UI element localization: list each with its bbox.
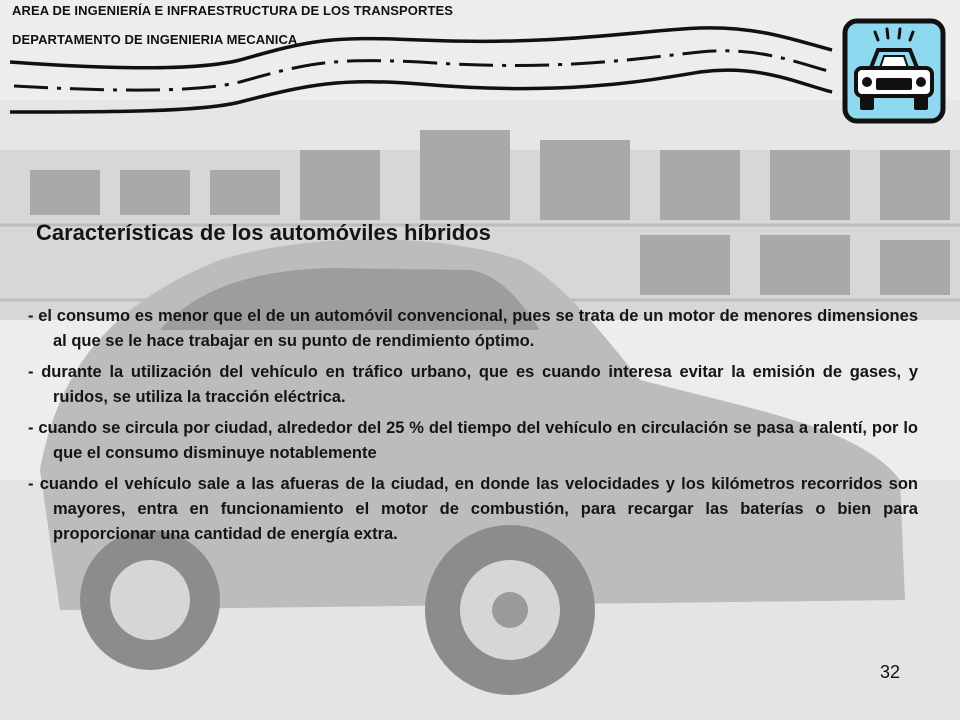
car-icon [842,18,946,124]
page-number: 32 [880,662,901,682]
slide-title: Características de los automóviles híbridos [36,220,491,245]
paragraph-consumo: - el consumo es menor que el de un automóvil convencional, pues se trata de un motor de menores dimensiones al que se le hace trabajar en su punto de rendimiento óptimo. [28,307,918,350]
header-department-title: DEPARTAMENTO DE INGENIERIA MECANICA [12,32,298,47]
paragraph-trafico-urbano: - durante la utilización del vehículo en tráfico urbano, que es cuando interesa evitar la emisión de gases, y ruidos, se utiliza la tracción eléctrica. [28,363,918,406]
paragraph-afueras: - cuando el vehículo sale a las afueras de la ciudad, en donde las velocidades y los kilómetros recorridos son mayores, entra en funcionamiento el motor de combustión, para recargar las baterías o bien para proporcionar una cantidad de energía extra. [28,475,918,543]
slide-body [28,304,918,553]
header-area-title: AREA DE INGENIERÍA E INFRAESTRUCTURA DE LOS TRANSPORTES [12,3,454,18]
paragraph-ralenti: - cuando se circula por ciudad, alrededor del 25 % del tiempo del vehículo en circulación se pasa a ralentí, por lo que el consumo disminuye notablemente [28,419,918,462]
road-decoration [0,0,960,140]
